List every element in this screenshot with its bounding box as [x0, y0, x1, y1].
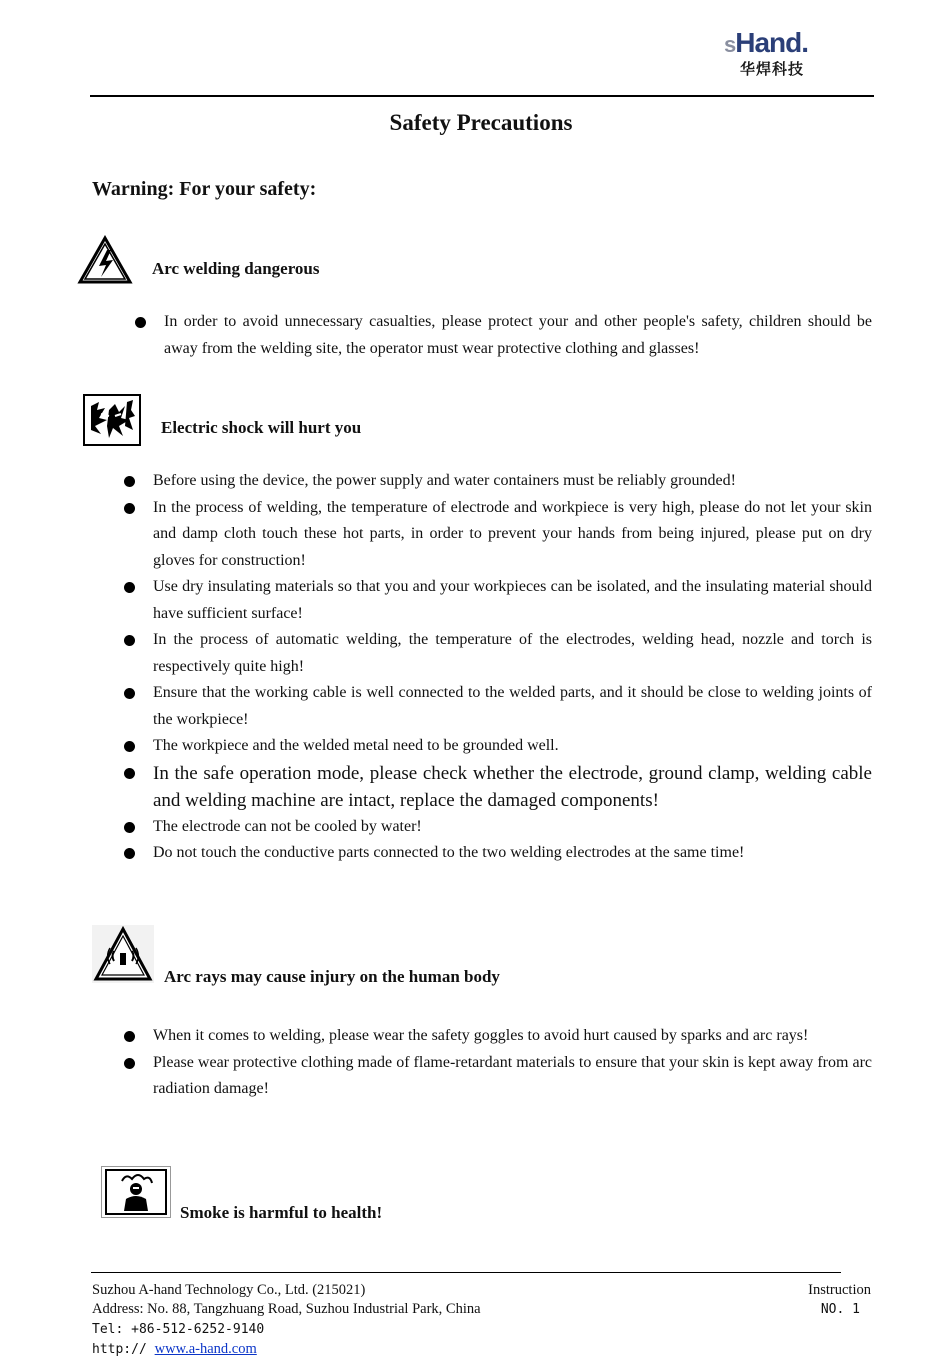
header-divider [90, 95, 874, 97]
list-item: Ensure that the working cable is well connected to the welded parts, and it should be close to welding joints of the workpiece! [122, 680, 872, 733]
footer-tel: Tel: +86-512-6252-9140 [92, 1322, 265, 1337]
bullet-icon [124, 741, 135, 752]
bullet-icon [124, 476, 135, 487]
bullet-icon [124, 1031, 135, 1042]
list-item: In the process of automatic welding, the temperature of the electrodes, welding head, nozzle and torch is respectively quite high! [122, 627, 872, 680]
list-item: Before using the device, the power supply and water containers must be reliably grounded! [122, 468, 872, 495]
arc-list [133, 309, 872, 362]
list-item: When it comes to welding, please wear the safety goggles to avoid hurt caused by sparks and arc rays! [122, 1023, 872, 1050]
warning-heading: Warning: For your safety: [92, 178, 317, 200]
list-item: In the safe operation mode, please check whether the electrode, ground clamp, welding cable and welding machine are intact, replace the damaged components! [122, 760, 872, 814]
rays-list [122, 1023, 872, 1103]
list-item: The electrode can not be cooled by water! [122, 814, 872, 841]
list-item: In the process of welding, the temperature of electrode and workpiece is very high, please do not let your skin and damp cloth touch these hot parts, in order to prevent your hands from being injured, please put on dry gloves for construction! [122, 495, 872, 575]
bullet-icon [124, 582, 135, 593]
list-item: The workpiece and the welded metal need to be grounded well. [122, 733, 872, 760]
bullet-icon [135, 317, 146, 328]
bullet-icon [124, 503, 135, 514]
bullet-icon [124, 848, 135, 859]
brand-prefix: s [724, 32, 736, 57]
shock-list [122, 468, 872, 867]
footer-company: Suzhou A-hand Technology Co., Ltd. (215021) [92, 1282, 366, 1298]
brand-logo [724, 28, 808, 60]
section-heading-arc: Arc welding dangerous [152, 259, 320, 278]
bullet-icon [124, 768, 135, 779]
footer-doc-label: Instruction [808, 1282, 871, 1298]
smoke-hazard-icon [101, 1166, 171, 1218]
footer-address: Address: No. 88, Tangzhuang Road, Suzhou Industrial Park, China [92, 1301, 481, 1317]
page-title: Safety Precautions [389, 110, 573, 135]
list-item: Please wear protective clothing made of flame-retardant materials to ensure that your skin is kept away from arc radiation damage! [122, 1050, 872, 1103]
bullet-icon [124, 1058, 135, 1069]
bullet-icon [124, 635, 135, 646]
footer-website [92, 1340, 257, 1360]
list-item: In order to avoid unnecessary casualties, please protect your and other people's safety, children should be away from the welding site, the operator must wear protective clothing and glasses! [133, 309, 872, 362]
http-prefix: http:// [92, 1342, 155, 1357]
radiation-warning-icon [92, 925, 154, 983]
bullet-icon [124, 822, 135, 833]
section-heading-rays: Arc rays may cause injury on the human body [164, 967, 500, 986]
high-voltage-warning-icon [77, 235, 133, 285]
electric-shock-icon [83, 394, 141, 446]
list-item: Do not touch the conductive parts connected to the two welding electrodes at the same time! [122, 840, 872, 867]
brand-chinese-name: 华焊科技 [740, 60, 805, 78]
section-heading-shock: Electric shock will hurt you [161, 418, 362, 437]
list-item: Use dry insulating materials so that you and your workpieces can be isolated, and the insulating material should have sufficient surface! [122, 574, 872, 627]
website-link[interactable]: www.a-hand.com [154, 1341, 257, 1357]
bullet-icon [124, 688, 135, 699]
footer-divider [91, 1272, 841, 1273]
footer-page-number: NO. 1 [820, 1302, 860, 1317]
brand-name: Hand. [735, 27, 809, 58]
section-heading-smoke: Smoke is harmful to health! [180, 1203, 383, 1222]
